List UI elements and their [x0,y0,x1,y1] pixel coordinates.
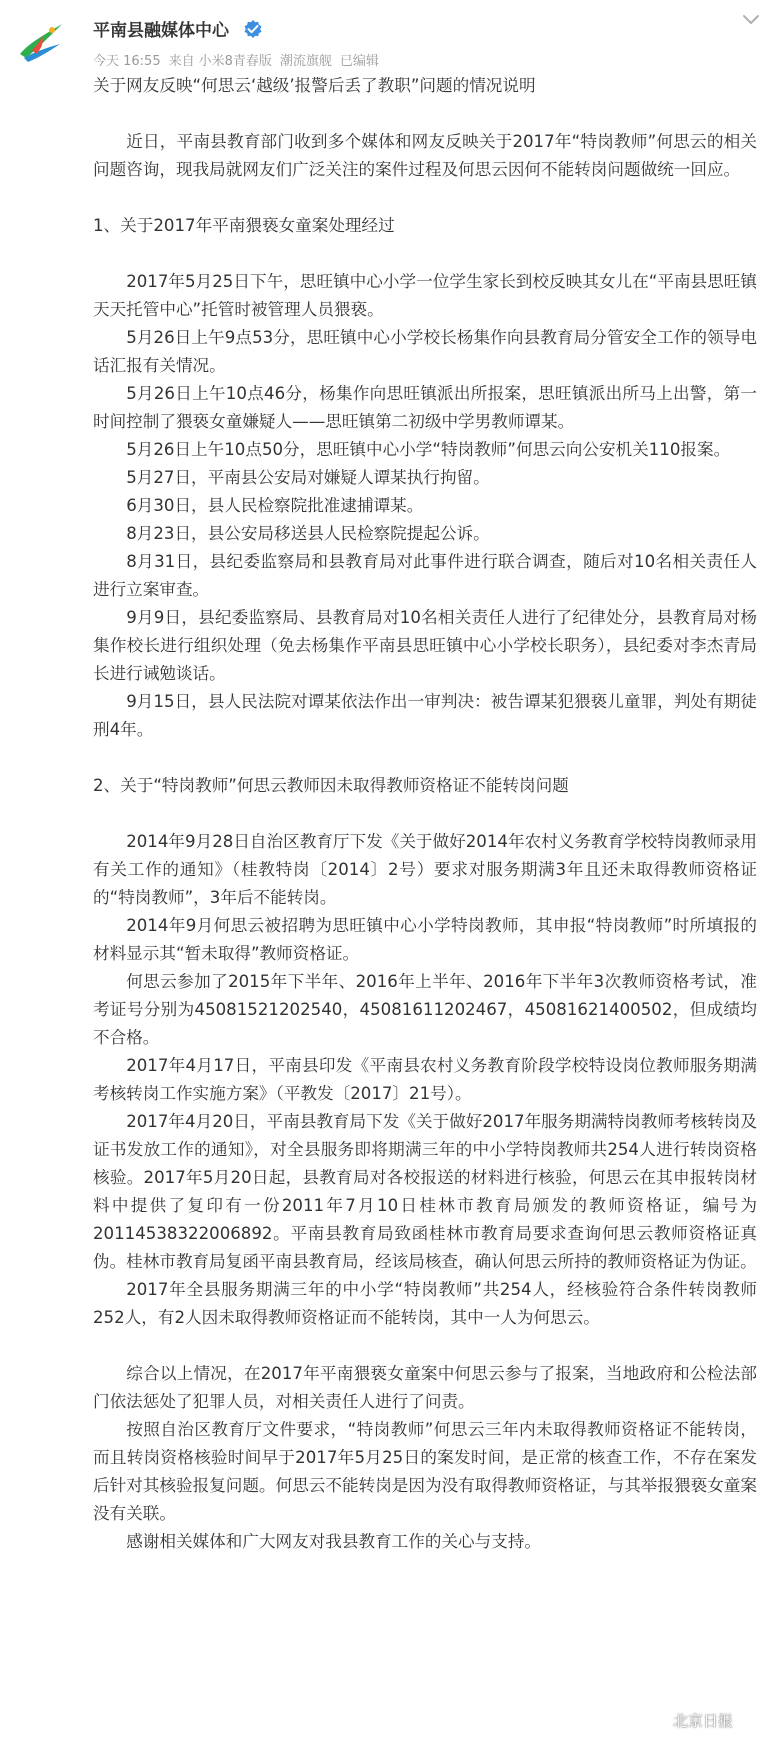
verified-badge-icon [243,19,263,39]
section-1-paragraph: 2017年5月25日下午，思旺镇中心小学一位学生家长到校反映其女儿在“平南县思旺镇天天托管中心”托管时被管理人员猥亵。 [93,272,757,319]
section-1-paragraph: 5月26日上午10点50分，思旺镇中心小学“特岗教师”何思云向公安机关110报案。 [126,440,731,459]
intro-paragraph: 近日，平南县教育部门收到多个媒体和网友反映关于2017年“特岗教师”何思云的相关问题咨询，现我局就网友们广泛关注的案件过程及何思云因何不能转岗问题做统一回应。 [93,132,757,179]
section-1-paragraph: 5月26日上午9点53分，思旺镇中心小学校长杨集作向县教育局分管安全工作的领导电话汇报有关情况。 [93,328,757,375]
section-1-paragraph: 8月23日，县公安局移送县人民检察院提起公诉。 [126,524,490,543]
section-2-paragraph: 2014年9月何思云被招聘为思旺镇中心小学特岗教师，其申报“特岗教师”时所填报的材料显示其“暂未取得”教师资格证。 [93,916,757,963]
conclusion-paragraph: 综合以上情况，在2017年平南猥亵女童案中何思云参与了报案，当地政府和公检法部门依法惩处了犯罪人员，对相关责任人进行了问责。 [93,1364,757,1411]
conclusion-paragraph: 按照自治区教育厅文件要求，“特岗教师”何思云三年内未取得教师资格证不能转岗，而且转岗资格核验时间早于2017年5月25日的案发时间，是正常的核查工作，不存在案发后针对其核验报复问题。何思云不能转岗是因为没有取得教师资格证，与其举报猥亵女童案没有关联。 [93,1420,757,1523]
section-2-paragraph: 何思云参加了2015年下半年、2016年上半年、2016年下半年3次教师资格考试，准考证号分别为45081521202540，45081611202467，45081621400502，但成绩均不合格。 [93,972,757,1047]
section-2-paragraph: 2017年4月20日，平南县教育局下发《关于做好2017年服务期满特岗教师考核转岗及证书发放工作的通知》，对全县服务即将期满三年的中小学特岗教师共254人进行转岗资格核验。2017年5月20日起，县教育局对各校报送的材料进行核验，何思云在其申报转岗材料中提供了复印有一份2011年7月10日桂林市教育局颁发的教师资格证，编号为20114538322006892。平南县教育局致函桂林市教育局要求查询何思云教师资格证真伪。桂林市教育局复函平南县教育局，经该局核查，确认何思云所持的教师资格证为伪证。 [93,1112,757,1271]
article-title: 关于网友反映“何思云‘越级’报警后丢了教职”问题的情况说明 [93,76,536,95]
section-1-paragraph: 9月15日，县人民法院对谭某依法作出一审判决：被告谭某犯猥亵儿童罪，判处有期徒刑4年。 [93,692,757,739]
section-2-paragraph: 2017年全县服务期满三年的中小学“特岗教师”共254人，经核验符合条件转岗教师252人，有2人因未取得教师资格证而不能转岗，其中一人为何思云。 [93,1280,757,1327]
wechat-icon [645,1711,667,1729]
section-1-heading: 1、关于2017年平南猥亵女童案处理经过 [93,216,395,235]
edited-label[interactable]: 已编辑 [339,54,379,69]
section-2-paragraph: 2017年4月17日，平南县印发《平南县农村义务教育阶段学校特设岗位教师服务期满考核转岗工作实施方案》（平教发〔2017〕21号）。 [93,1056,757,1103]
post-article [93,72,757,1556]
post-meta [93,50,387,69]
post-source-device[interactable]: 小米8青春版 [198,54,272,69]
section-1-paragraph: 6月30日，县人民检察院批准逮捕谭某。 [126,496,424,515]
chevron-down-icon[interactable] [738,10,764,30]
post-source-prefix: 来自 [168,54,195,69]
section-2-heading: 2、关于“特岗教师”何思云教师因未取得教师资格证不能转岗问题 [93,776,569,795]
watermark-text: 北京日报 [673,1711,734,1730]
section-1-paragraph: 8月31日，县纪委监察局和县教育局对此事件进行联合调查，随后对10名相关责任人进行立案审查。 [93,552,757,599]
account-name[interactable] [93,16,263,41]
post-source-suffix: 潮流旗舰 [279,54,332,69]
conclusion-paragraph: 感谢相关媒体和广大网友对我县教育工作的关心与支持。 [126,1532,542,1551]
avatar[interactable] [12,14,68,70]
account-name-text[interactable]: 平南县融媒体中心 [93,21,229,41]
post-time: 今天 16:55 [93,54,161,69]
section-1-paragraph: 5月27日，平南县公安局对嫌疑人谭某执行拘留。 [126,468,490,487]
source-watermark [645,1708,733,1732]
bird-logo-icon [12,14,68,70]
section-1-paragraph: 9月9日，县纪委监察局、县教育局对10名相关责任人进行了纪律处分，县教育局对杨集作校长进行组织处理（免去杨集作平南县思旺镇中心小学校长职务），县纪委对李杰青局长进行诫勉谈话。 [93,608,757,683]
section-1-paragraph: 5月26日上午10点46分，杨集作向思旺镇派出所报案，思旺镇派出所马上出警，第一时间控制了猥亵女童嫌疑人——思旺镇第二初级中学男教师谭某。 [93,384,757,431]
post-header [0,0,774,80]
section-2-paragraph: 2014年9月28日自治区教育厅下发《关于做好2014年农村义务教育学校特岗教师录用有关工作的通知》（桂教特岗〔2014〕2号）要求对服务期满3年且还未取得教师资格证的“特岗教师”，3年后不能转岗。 [93,832,757,907]
